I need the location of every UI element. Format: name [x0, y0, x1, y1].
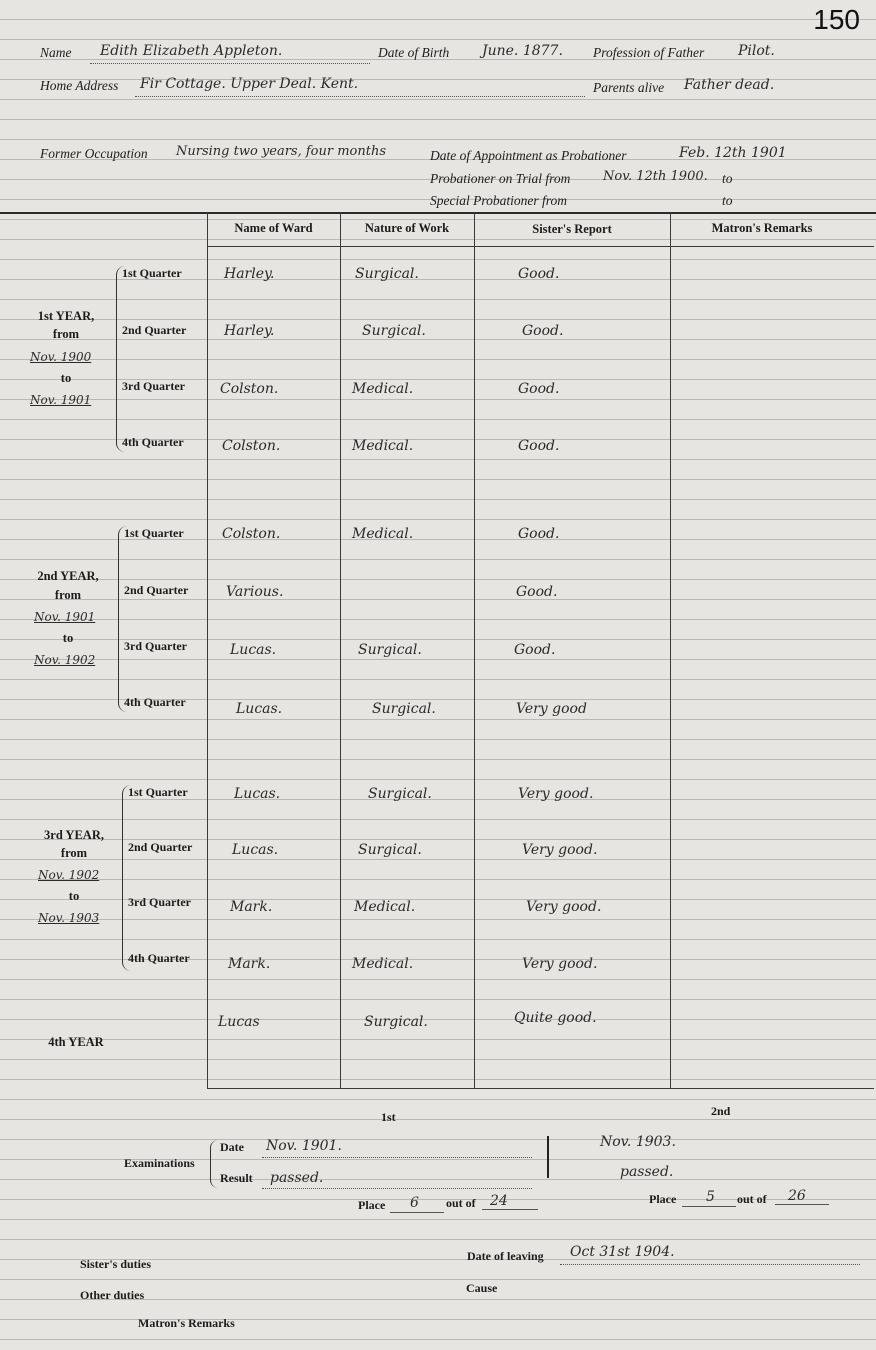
appointment-label: Date of Appointment as Probationer — [430, 148, 627, 163]
y1q3-report: Good. — [518, 381, 560, 397]
exam-second-place: 5 — [706, 1189, 715, 1205]
year3-quarter2: 2nd Quarter — [128, 840, 193, 854]
y3q2-report: Very good. — [522, 842, 598, 858]
exam-second-out-of: 26 — [788, 1188, 806, 1204]
sister-duties-label: Sister's duties — [80, 1257, 152, 1271]
y1q1-report: Good. — [518, 266, 560, 282]
examinations-label: Examinations — [124, 1156, 195, 1170]
y1q2-report: Good. — [522, 323, 564, 339]
year3-quarter4: 4th Quarter — [128, 951, 190, 965]
year1-quarter4: 4th Quarter — [122, 435, 184, 449]
y3q4-report: Very good. — [522, 956, 598, 972]
year2-quarter4: 4th Quarter — [124, 695, 186, 709]
year2-from-value: Nov. 1901 — [34, 610, 96, 624]
y2q3-work: Surgical. — [358, 642, 422, 658]
year1-to-label: to — [60, 371, 72, 385]
column-header-matron-remarks: Matron's Remarks — [711, 221, 813, 235]
column-header-sister-report: Sister's Report — [532, 222, 612, 236]
former-occupation-value: Nursing two years, four months — [176, 144, 387, 159]
year1-quarter1: 1st Quarter — [122, 266, 182, 280]
y2q2-report: Good. — [516, 584, 558, 600]
father-label: Profession of Father — [593, 45, 705, 60]
parents-label: Parents alive — [593, 80, 665, 95]
year2-from-label: from — [54, 588, 82, 602]
address-label: Home Address — [40, 78, 119, 93]
y3q4-ward: Mark. — [228, 956, 271, 972]
column-header-ward: Name of Ward — [234, 221, 313, 235]
y4-ward: Lucas — [218, 1014, 260, 1030]
name-label: Name — [40, 45, 72, 60]
y2q1-report: Good. — [518, 526, 560, 542]
cause-label: Cause — [466, 1281, 498, 1295]
exam-first-out-of: 24 — [490, 1193, 508, 1209]
y3q1-ward: Lucas. — [234, 786, 281, 802]
y1q4-ward: Colston. — [222, 438, 281, 454]
y2q1-ward: Colston. — [222, 526, 281, 542]
y3q2-ward: Lucas. — [232, 842, 279, 858]
y1q1-ward: Harley. — [224, 266, 275, 282]
dob-label: Date of Birth — [378, 45, 450, 60]
y1q4-work: Medical. — [352, 438, 414, 454]
y1q2-ward: Harley. — [224, 323, 275, 339]
year2-label: 2nd YEAR, — [37, 569, 99, 583]
year2-to-value: Nov. 1902 — [34, 653, 96, 667]
year2-quarter1: 1st Quarter — [124, 526, 184, 540]
exam-second-result: passed. — [620, 1164, 674, 1180]
year3-quarter3: 3rd Quarter — [128, 895, 191, 909]
y2q1-work: Medical. — [352, 526, 414, 542]
y3q1-work: Surgical. — [368, 786, 432, 802]
column-header-work: Nature of Work — [364, 221, 450, 235]
year3-to-label: to — [68, 889, 80, 903]
year1-from-label: from — [52, 327, 80, 341]
y3q2-work: Surgical. — [358, 842, 422, 858]
year2-to-label: to — [62, 631, 74, 645]
father-value: Pilot. — [738, 43, 775, 59]
trial-value: Nov. 12th 1900. — [603, 169, 708, 184]
trial-to-label: to — [722, 171, 733, 186]
special-to-label: to — [722, 193, 733, 208]
parents-value: Father dead. — [684, 77, 775, 93]
y3q3-work: Medical. — [354, 899, 416, 915]
y4-report: Quite good. — [514, 1010, 597, 1026]
exam-first-label: 1st — [381, 1110, 396, 1124]
year3-from-value: Nov. 1902 — [38, 868, 100, 882]
year3-to-value: Nov. 1903 — [38, 911, 100, 925]
year4-label: 4th YEAR — [48, 1035, 104, 1049]
year1-from-value: Nov. 1900 — [30, 350, 92, 364]
former-occupation-label: Former Occupation — [40, 146, 148, 161]
other-duties-label: Other duties — [80, 1288, 145, 1302]
y4-work: Surgical. — [364, 1014, 428, 1030]
exam-second-out-of-label: out of — [737, 1192, 767, 1206]
y3q1-report: Very good. — [518, 786, 594, 802]
exam-second-place-label: Place — [649, 1192, 677, 1206]
exam-first-place: 6 — [410, 1195, 419, 1211]
year1-to-value: Nov. 1901 — [30, 393, 92, 407]
year3-quarter1: 1st Quarter — [128, 785, 188, 799]
appointment-value: Feb. 12th 1901 — [679, 145, 787, 161]
y3q3-ward: Mark. — [230, 899, 273, 915]
date-of-leaving-label: Date of leaving — [467, 1249, 544, 1263]
exam-second-date: Nov. 1903. — [600, 1134, 676, 1150]
y3q3-report: Very good. — [526, 899, 602, 915]
exam-first-result: passed. — [270, 1170, 324, 1186]
y1q2-work: Surgical. — [362, 323, 426, 339]
year3-from-label: from — [60, 846, 88, 860]
exam-result-label: Result — [220, 1171, 253, 1185]
address-value: Fir Cottage. Upper Deal. Kent. — [140, 76, 359, 92]
y1q3-work: Medical. — [352, 381, 414, 397]
y2q3-report: Good. — [514, 642, 556, 658]
y2q4-report: Very good — [516, 701, 587, 717]
y2q3-ward: Lucas. — [230, 642, 277, 658]
year1-label: 1st YEAR, — [37, 309, 95, 323]
y1q4-report: Good. — [518, 438, 560, 454]
year3-label: 3rd YEAR, — [44, 828, 104, 842]
exam-first-out-of-label: out of — [446, 1196, 476, 1210]
special-label: Special Probationer from — [430, 193, 567, 208]
y1q1-work: Surgical. — [355, 266, 419, 282]
y1q3-ward: Colston. — [220, 381, 279, 397]
y2q2-ward: Various. — [226, 584, 284, 600]
y2q4-work: Surgical. — [372, 701, 436, 717]
date-of-leaving-value: Oct 31st 1904. — [570, 1244, 675, 1260]
exam-date-label: Date — [220, 1140, 244, 1154]
y3q4-work: Medical. — [352, 956, 414, 972]
year1-quarter2: 2nd Quarter — [122, 323, 187, 337]
y2q4-ward: Lucas. — [236, 701, 283, 717]
matron-remarks-label: Matron's Remarks — [138, 1316, 235, 1330]
year2-quarter2: 2nd Quarter — [124, 583, 189, 597]
year2-quarter3: 3rd Quarter — [124, 639, 187, 653]
exam-first-place-label: Place — [358, 1198, 386, 1212]
name-value: Edith Elizabeth Appleton. — [100, 43, 283, 59]
exam-second-label: 2nd — [711, 1104, 731, 1118]
trial-label: Probationer on Trial from — [430, 171, 571, 186]
exam-first-date: Nov. 1901. — [266, 1138, 342, 1154]
page-number: 150 — [813, 4, 860, 35]
dob-value: June. 1877. — [482, 43, 563, 59]
year1-quarter3: 3rd Quarter — [122, 379, 185, 393]
